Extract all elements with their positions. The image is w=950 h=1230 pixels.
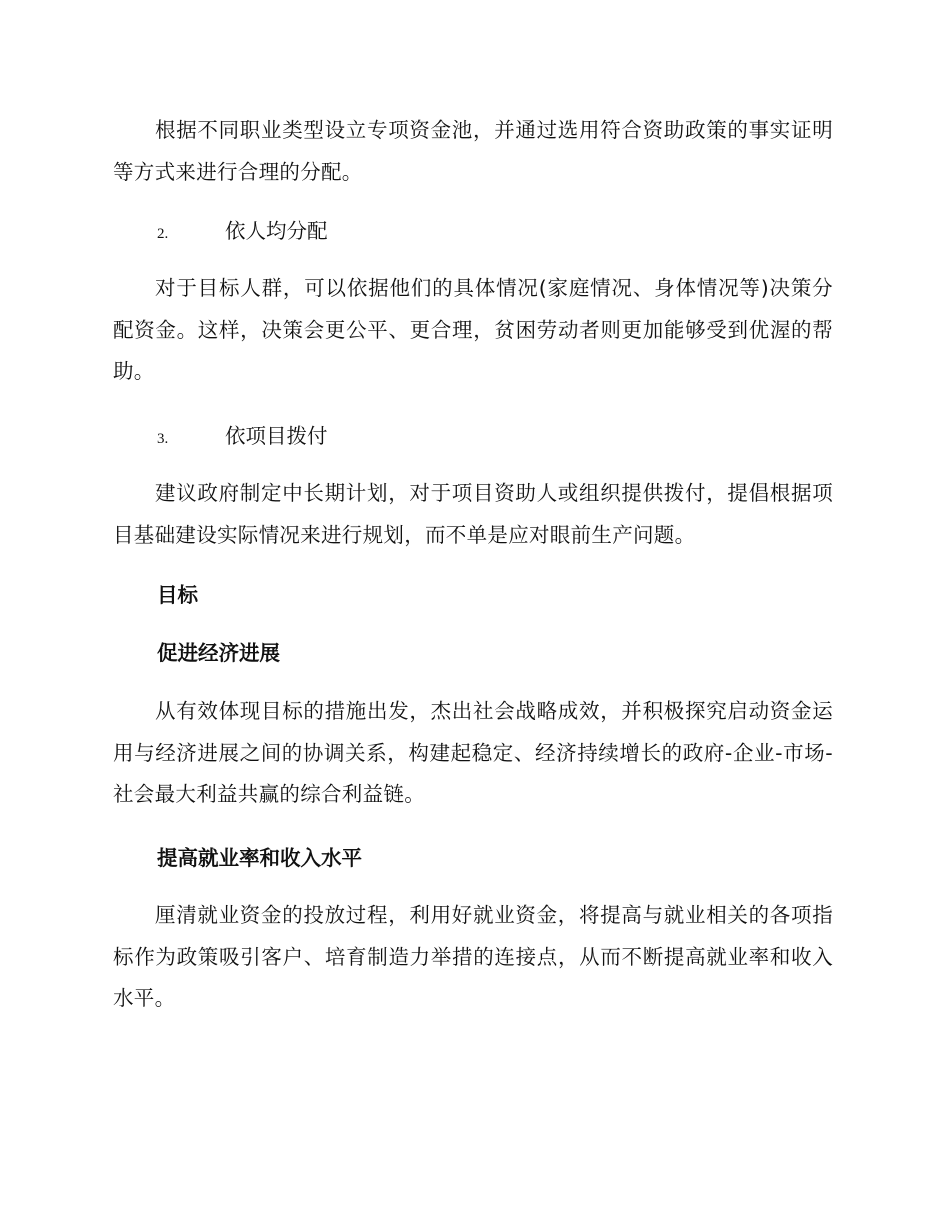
list-number: 2. [157, 226, 169, 242]
paragraph-project-allocation: 建议政府制定中长期计划，对于项目资助人或组织提供拨付，提倡根据项目基础建设实际情况来进行规划，而不单是应对眼前生产问题。 [113, 481, 833, 547]
list-item-per-capita [157, 216, 837, 249]
paragraph-employment: 厘清就业资金的投放过程，利用好就业资金，将提高与就业相关的各项指标作为政策吸引客户、培育制造力举措的连接点，从而不断提高就业率和收入水平。 [113, 903, 833, 1010]
list-text: 依项目拨付 [225, 424, 328, 448]
list-text: 依人均分配 [225, 219, 328, 243]
heading-goal: 目标 [157, 583, 198, 607]
heading-employment: 提高就业率和收入水平 [157, 846, 362, 870]
heading-economy: 促进经济进展 [157, 641, 280, 665]
list-item-project-allocation [157, 421, 837, 454]
paragraph-per-capita: 对于目标人群，可以依据他们的具体情况(家庭情况、身体情况等)决策分配资金。这样，决策会更公平、更合理，贫困劳动者则更加能够受到优渥的帮助。 [113, 276, 833, 383]
paragraph-special-fund-pool: 根据不同职业类型设立专项资金池，并通过选用符合资助政策的事实证明等方式来进行合理的分配。 [113, 118, 833, 184]
list-number: 3. [157, 431, 169, 447]
paragraph-economy: 从有效体现目标的措施出发，杰出社会战略成效，并积极探究启动资金运用与经济进展之间的协调关系，构建起稳定、经济持续增长的政府-企业-市场-社会最大利益共赢的综合利益链。 [113, 699, 833, 806]
